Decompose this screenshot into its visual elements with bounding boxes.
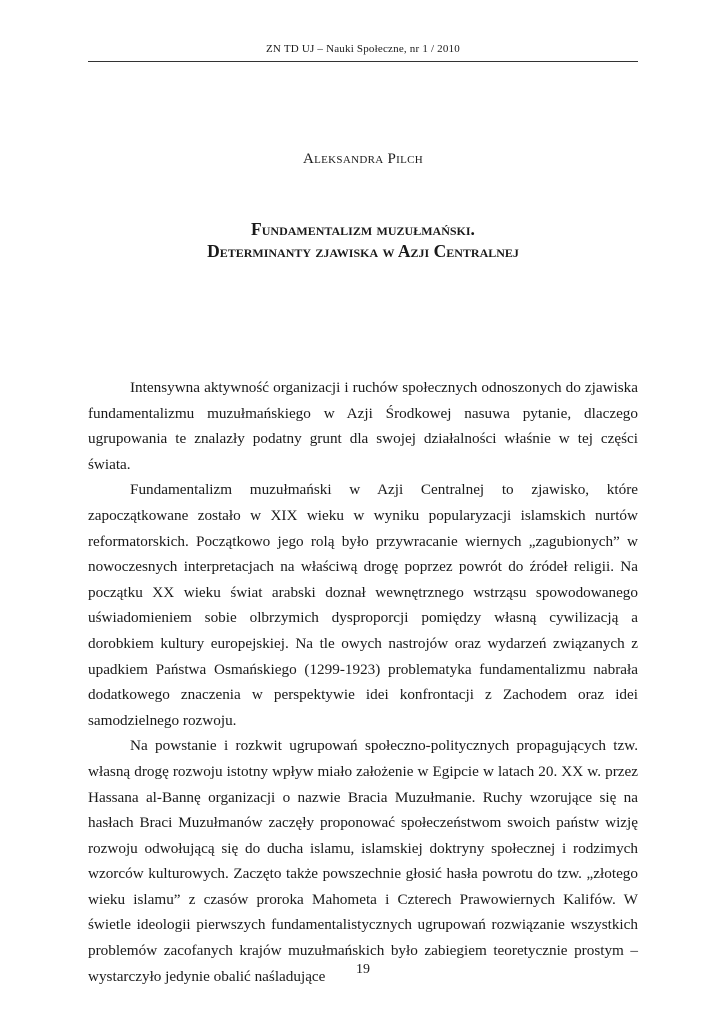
page-number: 19: [356, 962, 370, 977]
article-title-line-2: Determinanty zjawiska w Azji Centralnej: [207, 241, 519, 261]
article-title: [88, 218, 638, 262]
running-header: ZN TD UJ – Nauki Społeczne, nr 1 / 2010: [266, 43, 460, 55]
article-body: [88, 375, 638, 989]
body-paragraph-1: Intensywna aktywność organizacji i ruchów społecznych odnoszonych do zjawiska fundamentalizmu muzułmańskiego w Azji Środkowej nasuwa pytanie, dlaczego ugrupowania te znalazły podatny grunt dla swojej działalności właśnie w tej części świata.: [88, 379, 638, 473]
header-rule: [88, 61, 638, 62]
article-author: Aleksandra Pilch: [303, 151, 423, 167]
body-paragraph-2: Fundamentalizm muzułmański w Azji Centralnej to zjawisko, które zapoczątkowane zostało w XIX wieku w wyniku popularyzacji islamskich nurtów reformatorskich. Początkowo jego rolą było przywracanie wiernych „zagubionych” w nowoczesnych interpretacjach na właściwą drogę poprzez powrót do źródeł religii. Na początku XX wieku świat arabski doznał wewnętrznego wstrząsu spowodowanego uświadomieniem sobie olbrzymich dysproporcji pomiędzy własną cywilizacją a dorobkiem kultury europejskiej. Na tle owych nastrojów oraz wydarzeń związanych z upadkiem Państwa Osmańskiego (1299-1923) problematyka fundamentalizmu nabrała dodatkowego znaczenia w perspektywie idei konfrontacji z Zachodem oraz idei samodzielnego rozwoju.: [88, 481, 638, 729]
article-title-line-1: Fundamentalizm muzułmański.: [251, 219, 475, 239]
body-paragraph-3: Na powstanie i rozkwit ugrupowań społeczno-politycznych propagujących tzw. własną drogę rozwoju istotny wpływ miało założenie w Egipcie w latach 20. XX w. przez Hassana al-Bannę organizacji o nazwie Bracia Muzułmanie. Ruchy wzorujące się na hasłach Braci Muzułmanów zaczęły proponować społeczeństwom swoich państw wizję rozwoju odwołującą się do ducha islamu, islamskiej doktryny społecznej i rodzimych wzorców kulturowych. Zaczęto także powszechnie głosić hasła powrotu do tzw. „złotego wieku islamu” z czasów proroka Mahometa i Czterech Prawowiernych Kalifów. W świetle ideologii pierwszych fundamentalistycznych ugrupowań rozwiązanie wszystkich problemów zacofanych krajów muzułmańskich było zabiegiem teoretycznie prostym – wystarczyło jedynie obalić naśladujące: [88, 737, 638, 985]
